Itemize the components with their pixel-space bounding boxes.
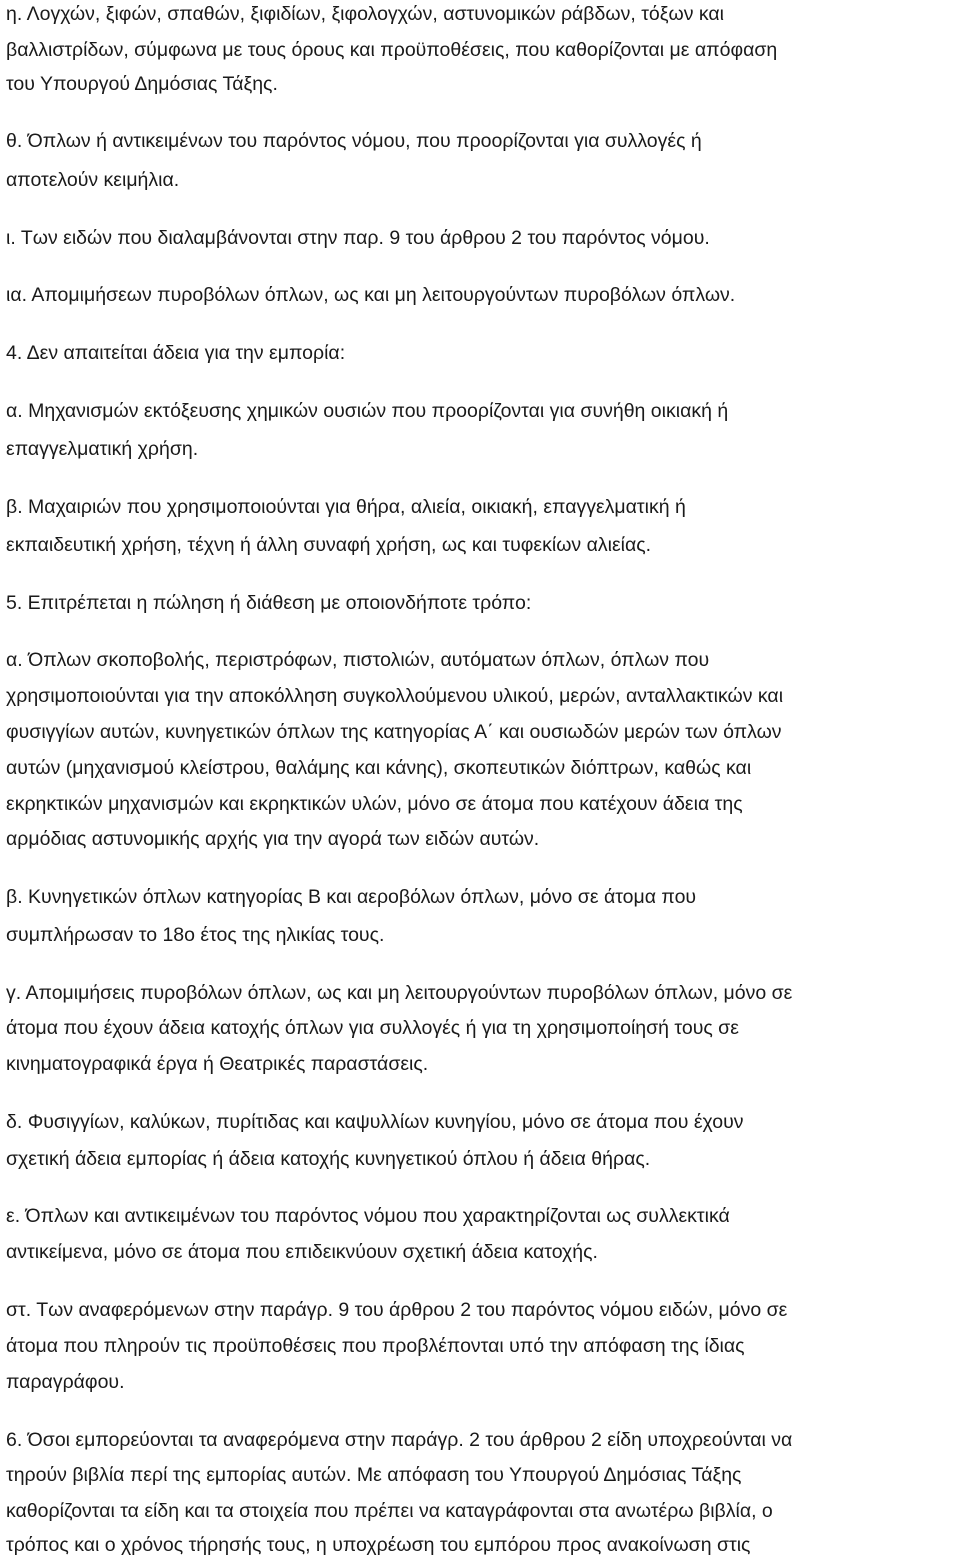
text-line: 4. Δεν απαιτείται άδεια για την εμπορία: bbox=[6, 342, 346, 364]
text-line: 5. Επιτρέπεται η πώληση ή διάθεση με οποιονδήποτε τρόπο: bbox=[6, 592, 532, 614]
text-line: καθορίζονται τα είδη και τα στοιχεία που πρέπει να καταγράφονται στα ανωτέρω βιβλία, ο bbox=[6, 1500, 773, 1522]
text-line: σχετική άδεια εμπορίας ή άδεια κατοχής κυνηγετικού όπλου ή άδεια θήρας. bbox=[6, 1148, 651, 1170]
text-line: στ. Των αναφερόμενων στην παράγρ. 9 του άρθρου 2 του παρόντος νόμου ειδών, μόνο σε bbox=[6, 1299, 788, 1321]
text-line: χρησιμοποιούνται για την αποκόλληση συγκολλούμενου υλικού, μερών, ανταλλακτικών και bbox=[6, 685, 784, 707]
text-line: β. Κυνηγετικών όπλων κατηγορίας Β και αεροβόλων όπλων, μόνο σε άτομα που bbox=[6, 886, 697, 908]
text-line: αποτελούν κειμήλια. bbox=[6, 169, 180, 191]
text-line: τρόπος και ο χρόνος τήρησής τους, η υποχρέωση του εμπόρου προς ανακοίνωση στις bbox=[6, 1534, 751, 1556]
text-line: συμπλήρωσαν το 18ο έτος της ηλικίας τους. bbox=[6, 924, 385, 946]
text-line: αντικείμενα, μόνο σε άτομα που επιδεικνύουν σχετική άδεια κατοχής. bbox=[6, 1241, 598, 1263]
text-line: επαγγελματική χρήση. bbox=[6, 438, 199, 460]
text-line: παραγράφου. bbox=[6, 1371, 125, 1393]
text-line: κινηματογραφικά έργα ή Θεατρικές παραστάσεις. bbox=[6, 1053, 429, 1075]
text-line: β. Μαχαιριών που χρησιμοποιούνται για θήρα, αλιεία, οικιακή, επαγγελματική ή bbox=[6, 496, 686, 518]
text-line: φυσιγγίων αυτών, κυνηγετικών όπλων της κατηγορίας Α΄ και ουσιωδών μερών των όπλων bbox=[6, 721, 782, 743]
text-line: ι. Των ειδών που διαλαμβάνονται στην παρ. 9 του άρθρου 2 του παρόντος νόμου. bbox=[6, 227, 710, 249]
text-line: θ. Όπλων ή αντικειμένων του παρόντος νόμου, που προορίζονται για συλλογές ή bbox=[6, 130, 702, 152]
text-line: βαλλιστρίδων, σύμφωνα με τους όρους και προϋποθέσεις, που καθορίζονται με απόφαση bbox=[6, 39, 778, 61]
text-line: γ. Απομιμήσεις πυροβόλων όπλων, ως και μη λειτουργούντων πυροβόλων όπλων, μόνο σε bbox=[6, 982, 793, 1004]
text-line: άτομα που έχουν άδεια κατοχής όπλων για συλλογές ή για τη χρησιμοποίησή τους σε bbox=[6, 1017, 739, 1039]
text-line: α. Μηχανισμών εκτόξευσης χημικών ουσιών που προορίζονται για συνήθη οικιακή ή bbox=[6, 400, 729, 422]
text-line: ια. Απομιμήσεων πυροβόλων όπλων, ως και μη λειτουργούντων πυροβόλων όπλων. bbox=[6, 284, 736, 306]
text-line: η. Λογχών, ξιφών, σπαθών, ξιφιδίων, ξιφολογχών, αστυνομικών ράβδων, τόξων και bbox=[6, 3, 724, 25]
text-line: εκπαιδευτική χρήση, τέχνη ή άλλη συναφή χρήση, ως και τυφεκίων αλιείας. bbox=[6, 534, 652, 556]
text-line: α. Όπλων σκοποβολής, περιστρόφων, πιστολιών, αυτόματων όπλων, όπλων που bbox=[6, 649, 710, 671]
text-line: άτομα που πληρούν τις προϋποθέσεις που προβλέπονται υπό την απόφαση της ίδιας bbox=[6, 1335, 745, 1357]
text-line: τηρούν βιβλία περί της εμπορίας αυτών. Με απόφαση του Υπουργού Δημόσιας Τάξης bbox=[6, 1464, 742, 1486]
text-line: 6. Όσοι εμπορεύονται τα αναφερόμενα στην παράγρ. 2 του άρθρου 2 είδη υποχρεούνται να bbox=[6, 1429, 793, 1451]
text-line: ε. Όπλων και αντικειμένων του παρόντος νόμου που χαρακτηρίζονται ως συλλεκτικά bbox=[6, 1205, 730, 1227]
text-line: αυτών (μηχανισμού κλείστρου, θαλάμης και κάνης), σκοπευτικών διόπτρων, καθώς και bbox=[6, 757, 752, 779]
text-line: εκρηκτικών μηχανισμών και εκρηκτικών υλών, μόνο σε άτομα που κατέχουν άδεια της bbox=[6, 793, 743, 815]
text-line: του Υπουργού Δημόσιας Τάξης. bbox=[6, 73, 278, 95]
text-line: δ. Φυσιγγίων, καλύκων, πυρίτιδας και καψυλλίων κυνηγίου, μόνο σε άτομα που έχουν bbox=[6, 1111, 744, 1133]
text-line: αρμόδιας αστυνομικής αρχής για την αγορά των ειδών αυτών. bbox=[6, 828, 540, 850]
